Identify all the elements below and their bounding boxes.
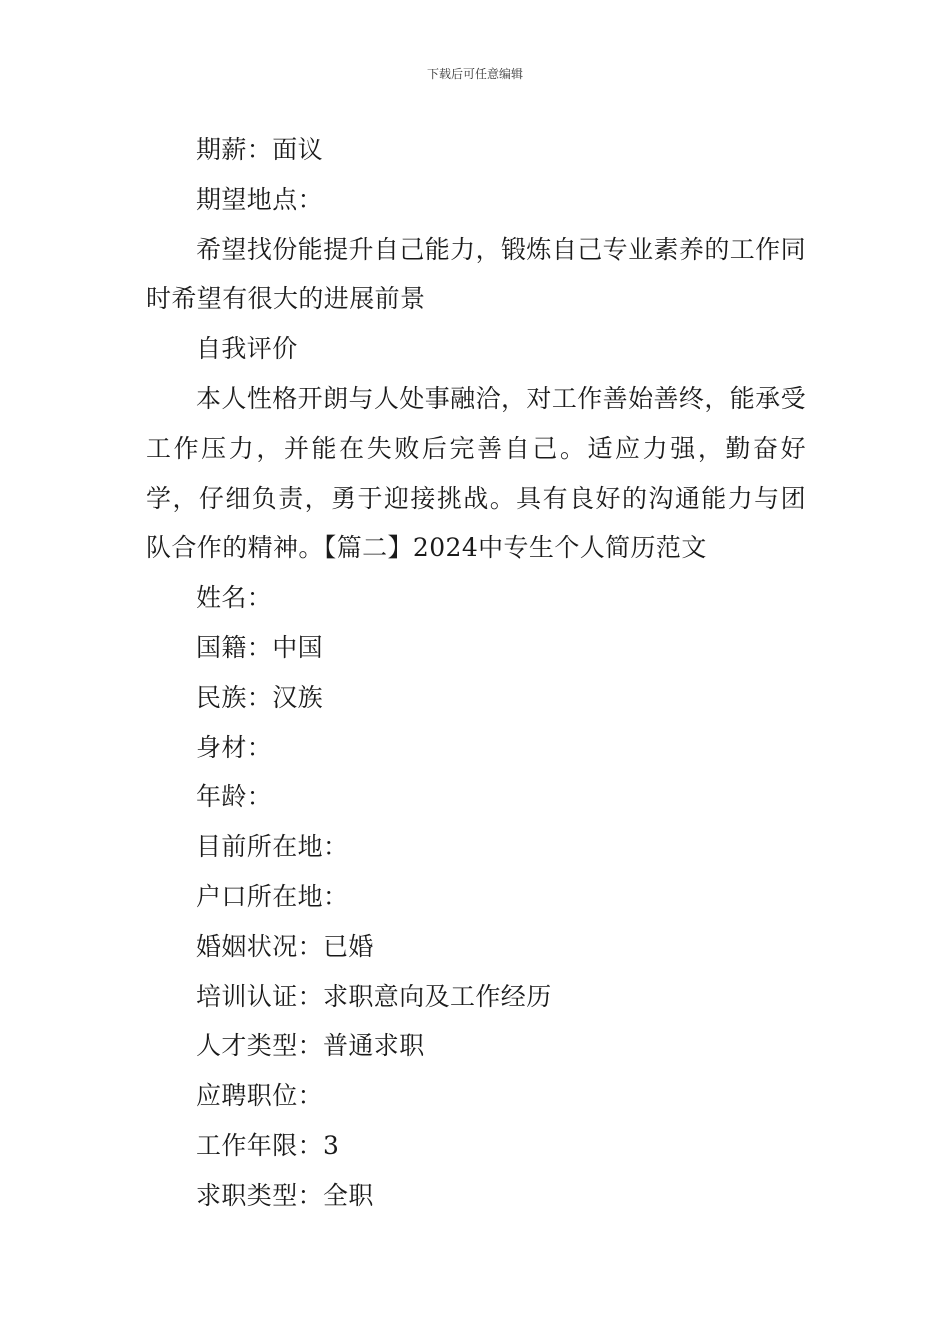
expected-salary-line: 期薪：面议 xyxy=(196,135,324,164)
job-hope-paragraph: 希望找份能提升自己能力，锻炼自己专业素养的工作同时希望有很大的进展前景 xyxy=(146,234,806,314)
page-header-note: 下载后可任意编辑 xyxy=(426,67,523,81)
current-location-line: 目前所在地： xyxy=(196,832,349,862)
talent-type-line: 人才类型：普通求职 xyxy=(196,1031,425,1061)
job-type-line: 求职类型：全职 xyxy=(196,1180,374,1210)
expected-location-line: 期望地点： xyxy=(196,184,324,214)
ethnicity-line: 民族：汉族 xyxy=(196,682,324,712)
applied-position-line: 应聘职位： xyxy=(196,1081,324,1111)
training-certification-line: 培训认证：求职意向及工作经历 xyxy=(196,981,552,1011)
name-line: 姓名： xyxy=(196,583,273,613)
document-body xyxy=(146,125,806,1221)
age-line: 年龄： xyxy=(196,782,273,812)
marital-status-line: 婚姻状况：已婚 xyxy=(196,931,374,961)
figure-line: 身材： xyxy=(196,732,273,762)
nationality-line: 国籍：中国 xyxy=(196,632,324,662)
self-evaluation-heading: 自我评价 xyxy=(196,334,298,364)
household-registration-line: 户口所在地： xyxy=(196,881,349,911)
self-evaluation-paragraph: 本人性格开朗与人处事融洽，对工作善始善终，能承受工作压力，并能在失败后完善自己。适应力强，勤奋好学，仔细负责，勇于迎接挑战。具有良好的沟通能力与团队合作的精神。【篇二】2024中专生个人简历范文 xyxy=(146,383,806,563)
years-of-work-line: 工作年限：3 xyxy=(196,1130,340,1160)
